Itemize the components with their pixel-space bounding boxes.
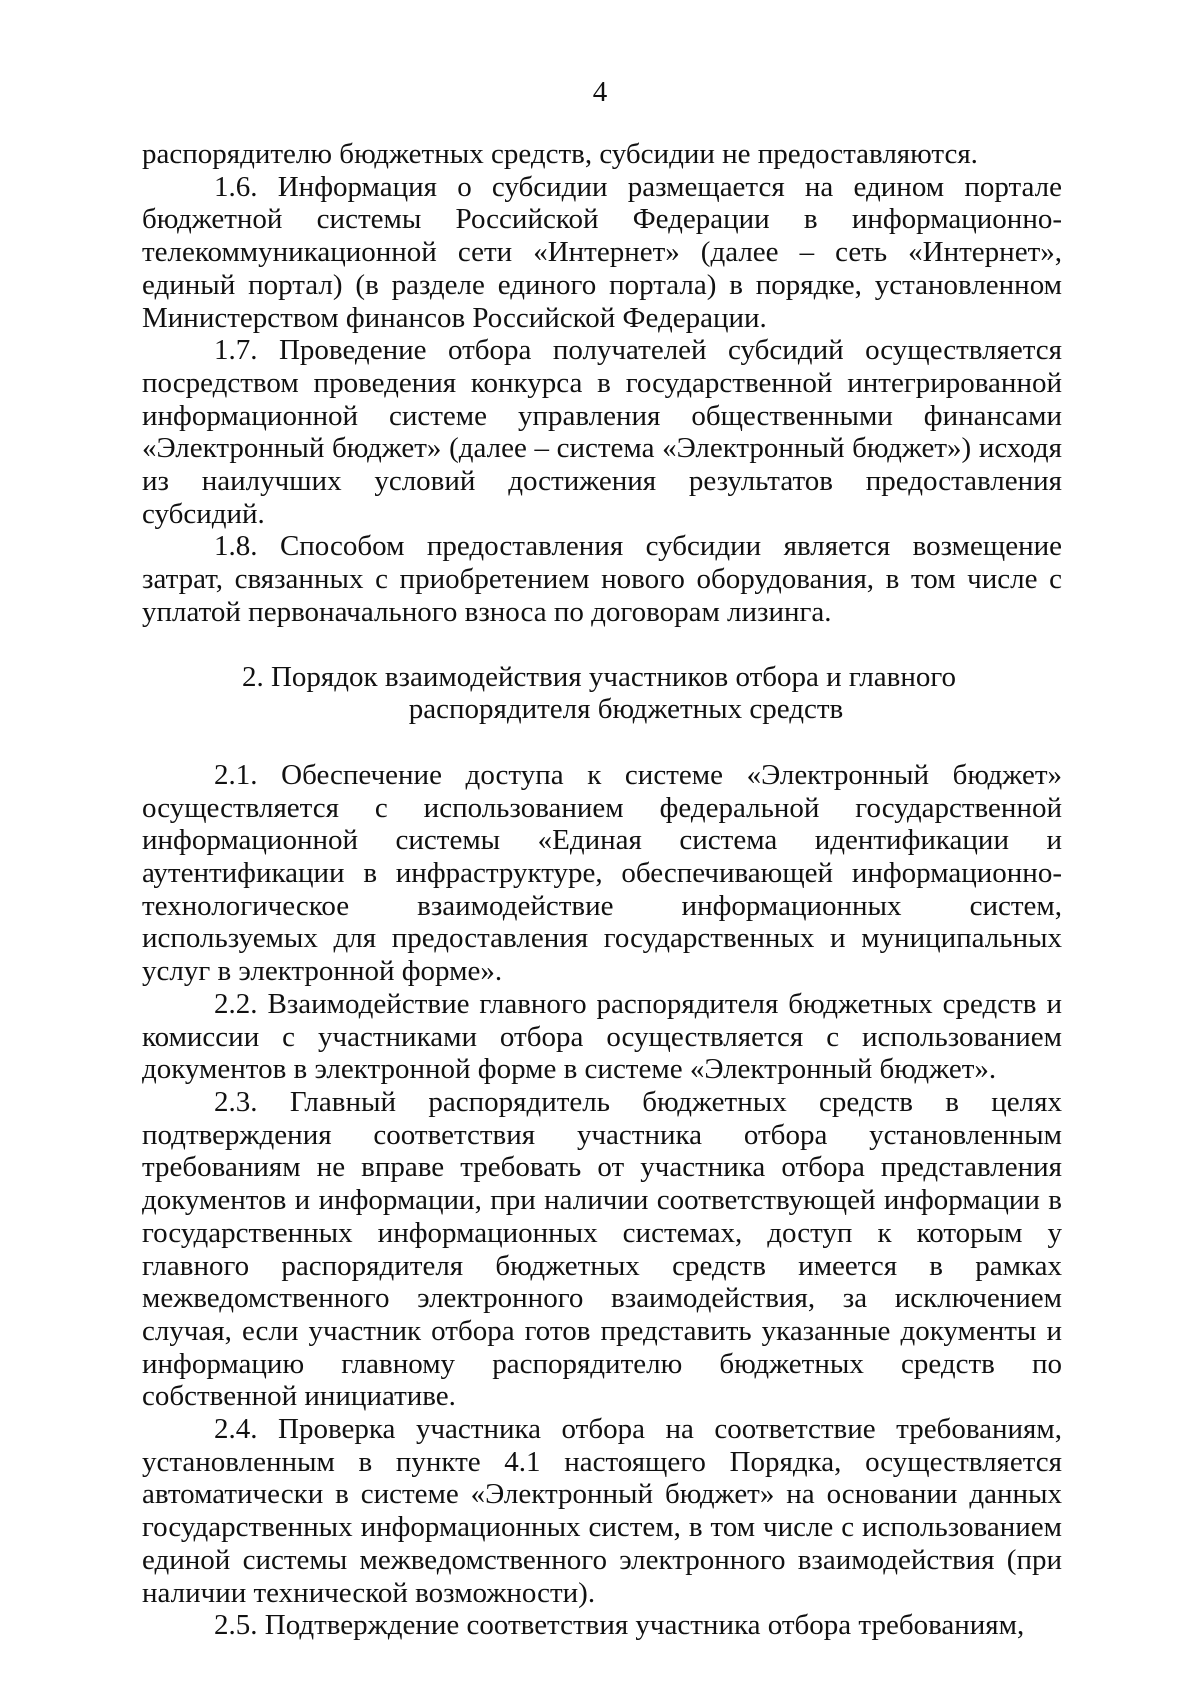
document-body: [142, 138, 1062, 1642]
section-2-heading: [142, 661, 1062, 726]
paragraph-2-3: 2.3. Главный распорядитель бюджетных средств в целях подтверждения соответствия участника отбора установленным требованиям не вправе требовать от участника отбора представления документов и информации, при наличии соответствующей информации в государственных информационных системах, доступ к которым у главного распорядителя бюджетных средств имеется в рамках межведомственного электронного взаимодействия, за исключением случая, если участник отбора готов представить указанные документы и информацию главному распорядителю бюджетных средств по собственной инициативе.: [142, 1085, 1062, 1413]
paragraph-2-5: 2.5. Подтверждение соответствия участника отбора требованиям,: [214, 1609, 1025, 1642]
paragraph-1-6: 1.6. Информация о субсидии размещается на едином портале бюджетной системы Российской Федерации в информационно-телекоммуникационной сети «Интернет» (далее – сеть «Интернет», единый портал) (в разделе единого портала) в порядке, установленном Министерством финансов Российской Федерации.: [142, 170, 1062, 334]
paragraph-2-2: 2.2. Взаимодействие главного распорядителя бюджетных средств и комиссии с участниками отбора осуществляется с использованием документов в электронной форме в системе «Электронный бюджет».: [142, 987, 1062, 1086]
section-2-heading-line-1: 2. Порядок взаимодействия участников отбора и главного: [241, 660, 957, 693]
paragraph-1-8: 1.8. Способом предоставления субсидии является возмещение затрат, связанных с приобретением нового оборудования, в том числе с уплатой первоначального взноса по договорам лизинга.: [142, 530, 1062, 628]
paragraph-2-1: 2.1. Обеспечение доступа к системе «Электронный бюджет» осуществляется с использованием федеральной государственной информационной системы «Единая система идентификации и аутентификации в инфраструктуре, обеспечивающей информационно-технологическое взаимодействие информационных систем, используемых для предоставления государственных и муниципальных услуг в электронной форме».: [142, 758, 1062, 988]
paragraph-1-7: 1.7. Проведение отбора получателей субсидий осуществляется посредством проведения конкурса в государственной интегрированной информационной системе управления общественными финансами «Электронный бюджет» (далее – система «Электронный бюджет») исходя из наилучших условий достижения результатов предоставления субсидий.: [142, 334, 1062, 530]
section-2-heading-line-2: распорядителя бюджетных средств: [408, 693, 844, 726]
page-number: 4: [592, 76, 608, 108]
paragraph-continuation: распорядителю бюджетных средств, субсидии не предоставляются.: [142, 138, 978, 170]
paragraph-2-4: 2.4. Проверка участника отбора на соответствие требованиям, установленным в пункте 4.1 настоящего Порядка, осуществляется автоматически в системе «Электронный бюджет» на основании данных государственных информационных систем, в том числе с использованием единой системы межведомственного электронного взаимодействия (при наличии технической возможности).: [142, 1413, 1062, 1609]
